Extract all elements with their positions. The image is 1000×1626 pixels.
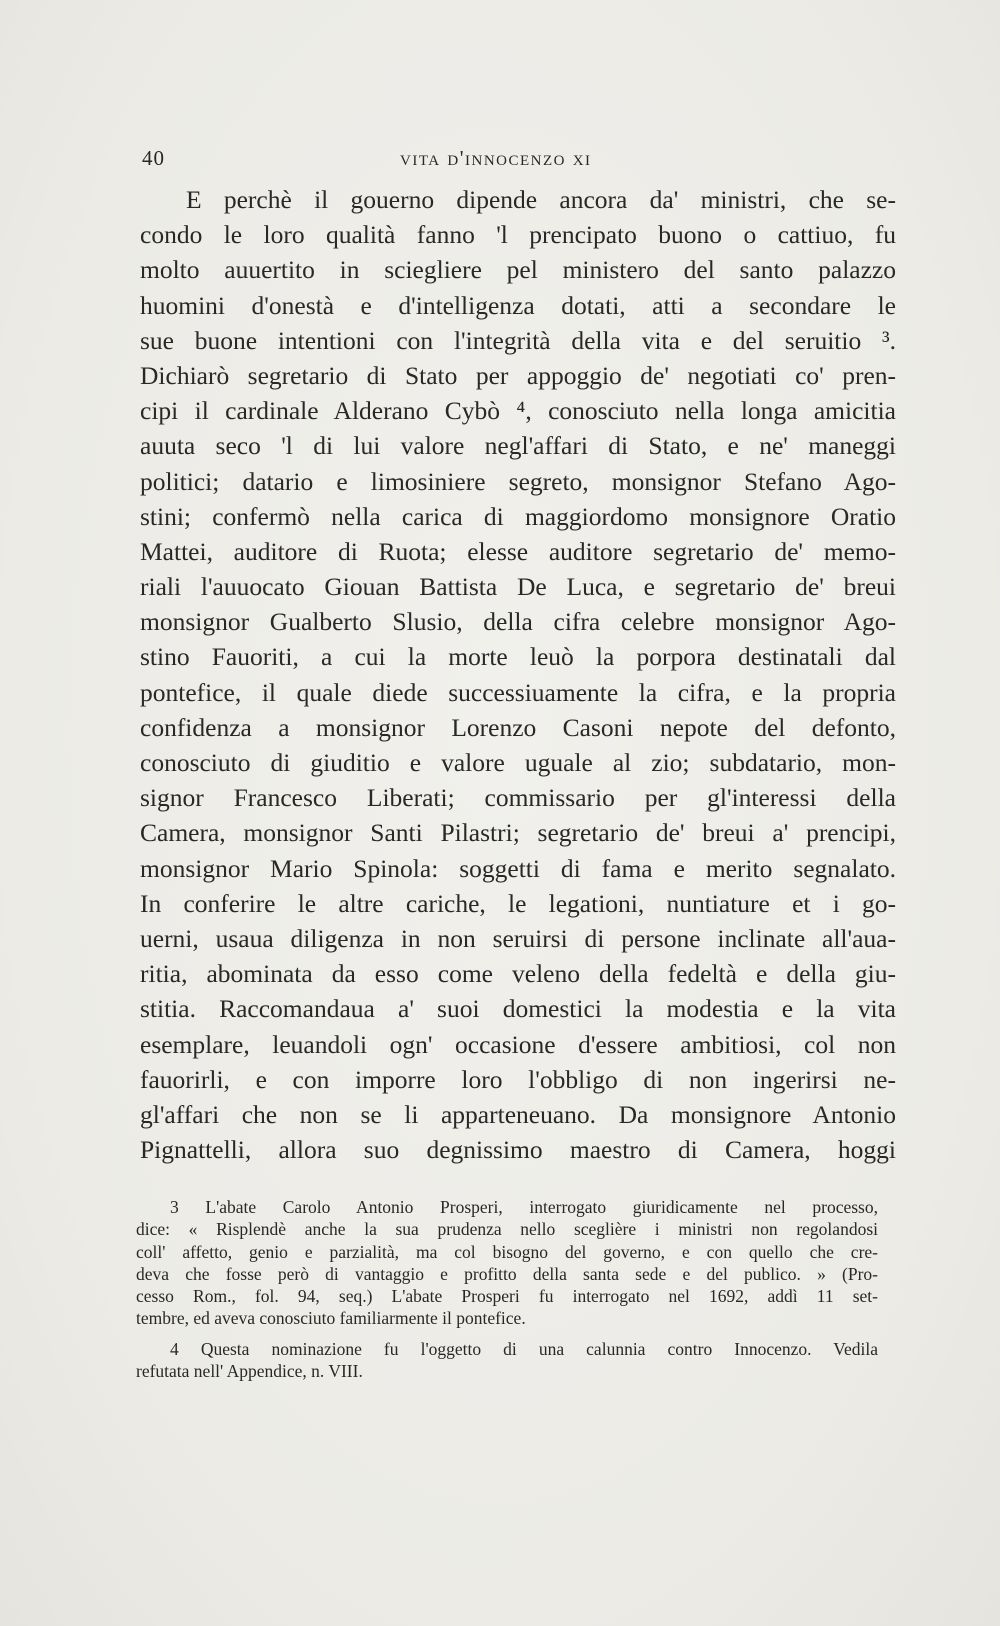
footnote-3-line: 3 L'abate Carolo Antonio Prosperi, interrogato giuridicamente nel processo, (170, 1197, 878, 1217)
text-line: condo le loro qualità fanno 'l prencipato buono o cattiuo, fu (140, 220, 896, 250)
text-line: fauorirli, e con imporre loro l'obbligo di non ingerirsi ne- (140, 1064, 896, 1094)
text-line: Camera, monsignor Santi Pilastri; segretario de' breui a' prencipi, (140, 818, 896, 848)
main-text-block (140, 182, 896, 1167)
page-number: 40 (142, 146, 165, 170)
text-line: monsignor Mario Spinola: soggetti di fama e merito segnalato. (140, 853, 896, 883)
text-line: In conferire le altre cariche, le legationi, nuntiature et i go- (140, 888, 896, 918)
text-line: stino Fauoriti, a cui la morte leuò la porpora destinatali dal (140, 642, 896, 672)
text-line: riali l'auuocato Giouan Battista De Luca, e segretario de' breui (140, 572, 896, 602)
text-line: politici; datario e limosiniere segreto, monsignor Stefano Ago- (140, 466, 896, 496)
running-title: vita d'innocenzo xi (400, 146, 592, 170)
text-line: signor Francesco Liberati; commissario per gl'interessi della (140, 783, 896, 813)
text-line: Pignattelli, allora suo degnissimo maestro di Camera, hoggi (140, 1135, 896, 1165)
text-line: confidenza a monsignor Lorenzo Casoni nepote del defonto, (140, 712, 896, 742)
text-line: Mattei, auditore di Ruota; elesse auditore segretario de' memo- (140, 536, 896, 566)
text-line: huomini d'onestà e d'intelligenza dotati, atti a secondare le (140, 290, 896, 320)
footnote-4-line: 4 Questa nominazione fu l'oggetto di una calunnia contro Innocenzo. Vedila (170, 1338, 878, 1359)
text-line: molto auuertito in sciegliere pel ministero del santo palazzo (140, 255, 896, 285)
footnote-3-line: tembre, ed aveva conosciuto familiarmente il pontefice. (136, 1308, 526, 1329)
footnote-3-line: cesso Rom., fol. 94, seq.) L'abate Prosperi fu interrogato nel 1692, addì 11 set- (136, 1286, 878, 1307)
text-line: ritia, abominata da esso come veleno della fedeltà e della giu- (140, 959, 896, 989)
text-line: esemplare, leuandoli ogn' occasione d'essere ambitiosi, col non (140, 1029, 896, 1059)
text-line: E perchè il gouerno dipende ancora da' ministri, che se- (186, 185, 896, 214)
text-line: auuta seco 'l di lui valore negl'affari di Stato, e ne' maneggi (140, 431, 896, 461)
footnote-3-line: dice: « Risplendè anche la sua prudenza nello sceglière i ministri non regolandosi (136, 1219, 878, 1240)
text-line: monsignor Gualberto Slusio, della cifra celebre monsignor Ago- (140, 607, 896, 637)
text-line: gl'affari che non se li apparteneuano. Da monsignore Antonio (140, 1099, 896, 1129)
footnote-3-line: coll' affetto, genio e parzialità, ma col bisogno del governo, e con quello che cre- (136, 1241, 878, 1262)
text-line: pontefice, il quale diede successiuamente la cifra, e la propria (140, 677, 896, 707)
page-header (142, 146, 882, 176)
text-line: cipi il cardinale Alderano Cybò ⁴, conosciuto nella longa amicitia (140, 396, 896, 426)
footnotes (136, 1196, 878, 1382)
text-line: Dichiarò segretario di Stato per appoggio de' negotiati co' pren- (140, 360, 896, 390)
footnote-4-line: refutata nell' Appendice, n. VIII. (136, 1361, 363, 1382)
text-line: stitia. Raccomandaua a' suoi domestici la modestia e la vita (140, 994, 896, 1024)
text-line: conosciuto di giuditio e valore uguale al zio; subdatario, mon- (140, 748, 896, 777)
text-line: stini; confermò nella carica di maggiordomo monsignore Oratio (140, 501, 896, 531)
text-line: uerni, usaua diligenza in non seruirsi di persone inclinate all'aua- (140, 923, 896, 953)
footnote-3-line: deva che fosse però di vantaggio e profitto della santa sede e del publico. » (Pro- (136, 1263, 878, 1284)
text-line: sue buone intentioni con l'integrità della vita e del seruitio ³. (140, 325, 896, 355)
footnote-gap (136, 1330, 878, 1338)
